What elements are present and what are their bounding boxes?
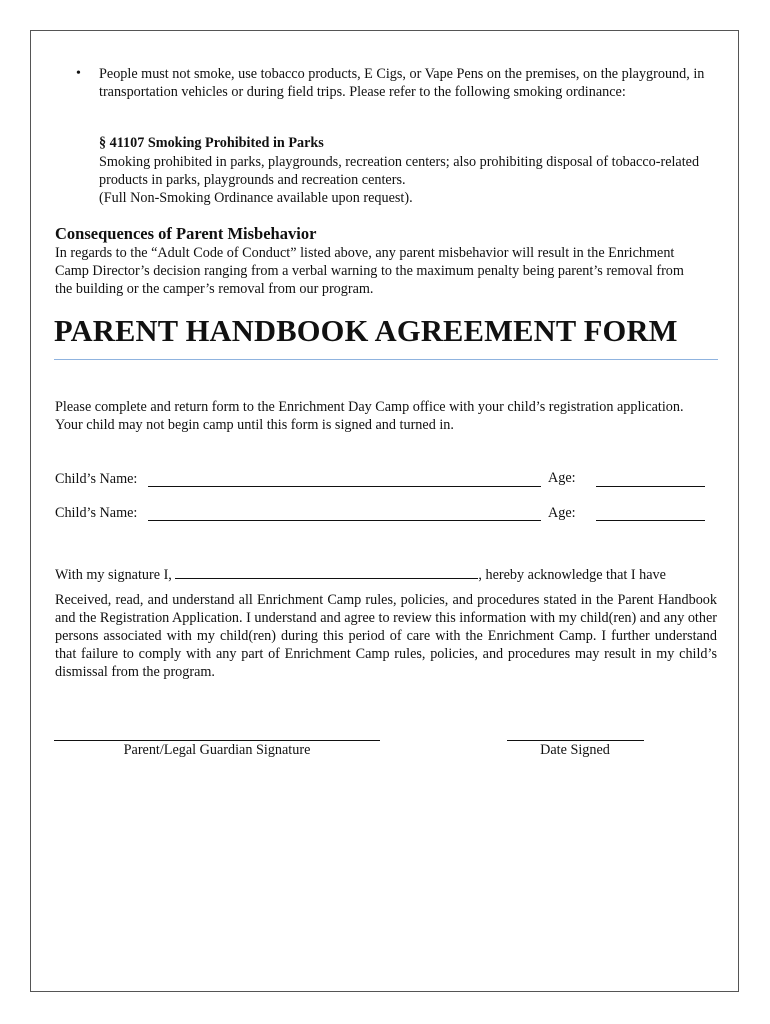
consequences-text: In regards to the “Adult Code of Conduct” listed above, any parent misbehavior will result in the Enrichment Camp Director’s decision ranging from a verbal warning to the maximum penalty being parent’s removal from the building or the camper’s removal from our program. (55, 245, 684, 297)
ack-suffix: , hereby acknowledge that I have (478, 567, 666, 583)
ack-prefix: With my signature I, (55, 567, 172, 583)
age-field[interactable] (596, 486, 705, 487)
age-label: Age: (548, 505, 576, 521)
child-name-field[interactable] (148, 486, 541, 487)
signature-field[interactable] (54, 740, 380, 741)
form-intro: Please complete and return form to the Enrichment Day Camp office with your child’s registration application. Your child may not begin camp until this form is signed and turned in. (55, 399, 684, 433)
signature-label: Parent/Legal Guardian Signature (123, 742, 311, 758)
age-label: Age: (548, 470, 576, 486)
child-name-label: Child’s Name: (55, 471, 138, 487)
smoking-rule-text: People must not smoke, use tobacco products, E Cigs, or Vape Pens on the premises, on the playground, in transportation vehicles or during field trips. Please refer to the following smoking ordinance: (99, 66, 705, 100)
date-signed-field[interactable] (507, 740, 644, 741)
consequences-heading: Consequences of Parent Misbehavior (55, 224, 317, 243)
ordinance-note: (Full Non-Smoking Ordinance available upon request). (99, 190, 413, 206)
acknowledgement-line (55, 565, 666, 584)
bullet-icon: • (76, 66, 81, 81)
ordinance-text: Smoking prohibited in parks, playgrounds, recreation centers; also prohibiting disposal of tobacco-related products in parks, playgrounds and recreation centers. (99, 154, 700, 188)
title-divider (54, 359, 718, 360)
form-title: PARENT HANDBOOK AGREEMENT FORM (54, 314, 678, 348)
ordinance-heading: § 41107 Smoking Prohibited in Parks (99, 135, 324, 151)
ordinance-block (99, 153, 719, 207)
date-signed-label: Date Signed (540, 742, 610, 758)
parent-name-field[interactable] (175, 565, 478, 579)
child-name-field[interactable] (148, 520, 541, 521)
acknowledgement-text: Received, read, and understand all Enrichment Camp rules, policies, and procedures stated in the Parent Handbook and the Registration Application. I understand and agree to review this information with my child(ren) and any other persons associated with my child(ren) during this period of care with the Enrichment Camp. I further understand that failure to comply with any part of Enrichment Camp rules, policies, and procedures may result in my child’s dismissal from the program. (55, 592, 717, 680)
child-name-label: Child’s Name: (55, 505, 138, 521)
age-field[interactable] (596, 520, 705, 521)
